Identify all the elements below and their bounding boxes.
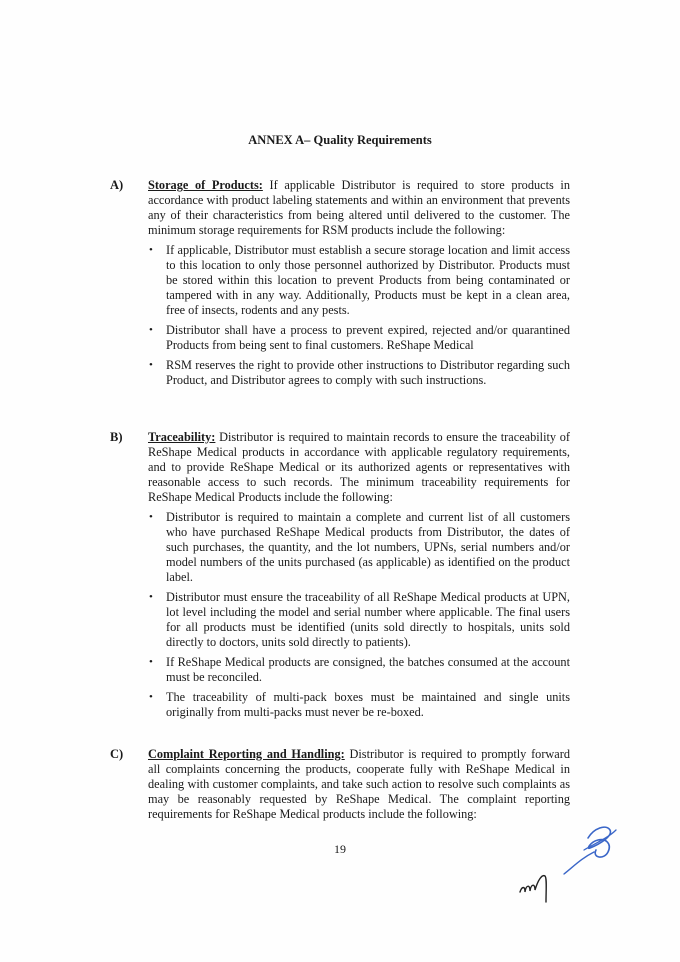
section-body: [148, 747, 570, 822]
initials-mark: [518, 870, 558, 904]
list-item: [148, 690, 570, 720]
section-complaints: [110, 747, 570, 822]
bullet-dot: •: [149, 591, 153, 603]
section-letter: C): [110, 747, 124, 761]
list-item: [148, 590, 570, 650]
list-item-text: Distributor shall have a process to prevent expired, rejected and/or quarantined Products from being sent to final customers. ReShape Medical: [166, 323, 570, 352]
bullet-dot: •: [149, 324, 153, 336]
bullet-dot: •: [149, 511, 153, 523]
annex-title: ANNEX A– Quality Requirements: [248, 133, 432, 147]
section-intro: Distributor is required to maintain records to ensure the traceability of ReShape Medical products in accordance with applicable regulatory requirements, and to provide ReShape Medical or its authorized agents or representatives with reasonable access to such records. The minimum traceability requirements for ReShape Medical Products include the following:: [148, 430, 570, 504]
section-intro: If applicable Distributor is required to store products in accordance with product labeling statements and within an environment that prevents any of their characteristics from being altered until delivered to the customer. The minimum storage requirements for RSM products include the following:: [148, 178, 570, 237]
list-item: [148, 358, 570, 388]
bullet-dot: •: [149, 244, 153, 256]
bullet-dot: •: [149, 656, 153, 668]
list-item-text: If applicable, Distributor must establish a secure storage location and limit access to this location to only those personnel authorized by Distributor. Products must be stored within this location to prevent Products from being contaminated or tampered with in any way. Additionally, Products must be kept in a clean area, free of insects, rodents and any pests.: [166, 243, 570, 317]
section-intro: Distributor is required to promptly forward all complaints concerning the products, cooperate fully with ReShape Medical in dealing with customer complaints, and take such action to resolve such complaints as may be reasonably requested by ReShape Medical. The complaint reporting requirements for ReShape Medical products include the following:: [148, 747, 571, 821]
list-item: [148, 323, 570, 353]
signature-mark: [560, 820, 622, 876]
section-traceability: [110, 430, 570, 725]
bullet-dot: •: [149, 359, 153, 371]
list-item-text: Distributor is required to maintain a complete and current list of all customers who have purchased ReShape Medical products from Distributor, the dates of such purchases, the quantity, and the lot numbers, UPNs, serial numbers and/or model numbers of the units purchased (as applicable) as identified on the product label.: [166, 510, 570, 584]
list-item: [148, 243, 570, 318]
bullet-list: [148, 510, 570, 720]
bullet-dot: •: [149, 691, 153, 703]
list-item-text: The traceability of multi-pack boxes must be maintained and single units originally from multi-packs must never be re-boxed.: [166, 690, 570, 719]
list-item-text: Distributor must ensure the traceability of all ReShape Medical products at UPN, lot level including the model and serial number where applicable. The final users for all products must be identified (units sold directly to hospitals, units sold directly to doctors, units sold directly to patients).: [166, 590, 570, 649]
list-item-text: RSM reserves the right to provide other instructions to Distributor regarding such Product, and Distributor agrees to comply with such instructions.: [166, 358, 570, 387]
section-heading: Storage of Products:: [148, 178, 263, 192]
section-heading: Traceability:: [148, 430, 216, 444]
section-body: [148, 178, 570, 388]
section-letter: A): [110, 178, 124, 192]
list-item: [148, 655, 570, 685]
page-number: 19: [334, 842, 346, 856]
list-item: [148, 510, 570, 585]
section-body: [148, 430, 570, 720]
section-letter: B): [110, 430, 123, 444]
section-heading: Complaint Reporting and Handling:: [148, 747, 345, 761]
bullet-list: [148, 243, 570, 388]
list-item-text: If ReShape Medical products are consigned, the batches consumed at the account must be reconciled.: [166, 655, 570, 684]
section-storage: [110, 178, 570, 393]
